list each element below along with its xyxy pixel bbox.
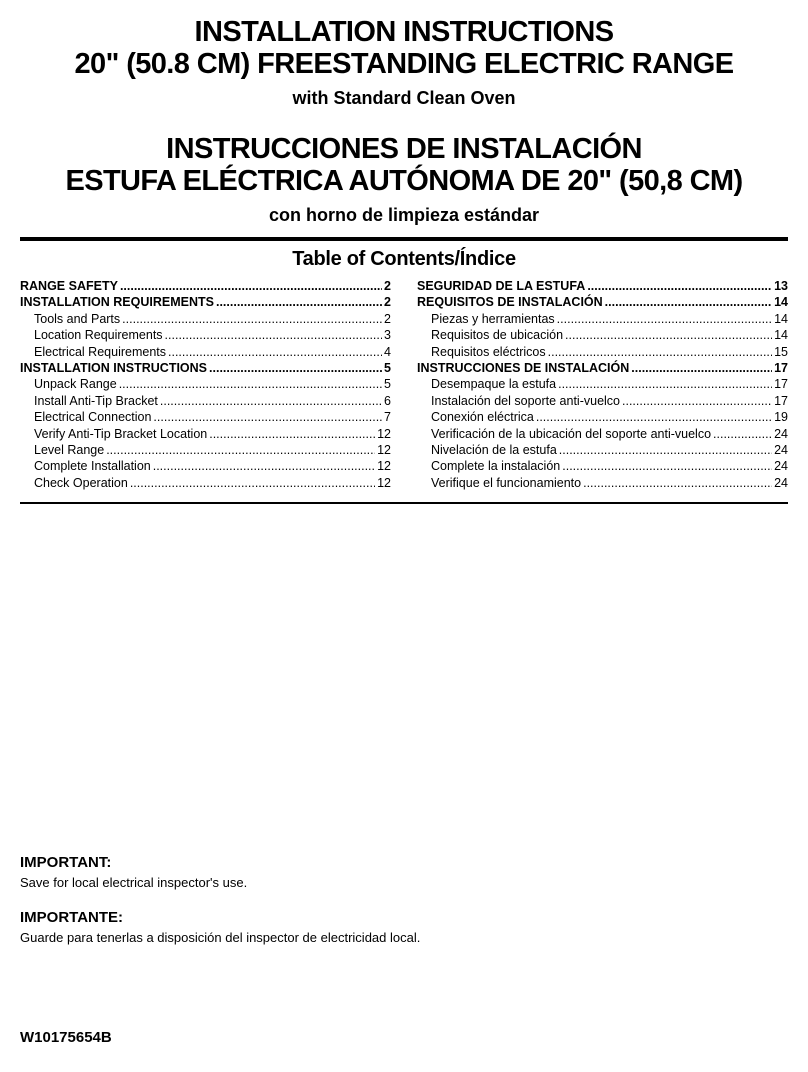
title-en-line1: INSTALLATION INSTRUCTIONS — [194, 16, 614, 48]
toc-dot-leader — [558, 376, 772, 392]
toc-dot-leader — [160, 393, 382, 409]
toc-entry-page: 19 — [774, 410, 788, 425]
toc-entry-label: RANGE SAFETY — [20, 278, 118, 293]
toc-column-right — [417, 278, 788, 491]
toc-entry-label: INSTALLATION REQUIREMENTS — [20, 295, 214, 310]
toc-entry — [20, 360, 391, 376]
title-es-line1: INSTRUCCIONES DE INSTALACIÓN — [166, 132, 642, 165]
toc-entry — [417, 278, 788, 294]
toc-entry-label: Complete Installation — [34, 459, 151, 474]
toc-entry — [20, 458, 391, 474]
toc-dot-leader — [209, 426, 375, 442]
toc-dot-leader — [536, 409, 772, 425]
header-divider — [20, 237, 788, 241]
toc-entry-label: Piezas y herramientas — [431, 311, 555, 326]
part-number: W10175654B — [20, 1029, 112, 1046]
toc-dot-leader — [548, 344, 772, 360]
toc-dot-leader — [565, 327, 772, 343]
toc-dot-leader — [562, 458, 772, 474]
toc-dot-leader — [557, 311, 772, 327]
subtitle-en: with Standard Clean Oven — [292, 87, 516, 108]
toc-entry — [417, 409, 788, 425]
toc-divider — [20, 502, 788, 504]
title-es-line2: ESTUFA ELÉCTRICA AUTÓNOMA DE 20" (50,8 CM) — [65, 165, 743, 198]
toc-dot-leader — [119, 376, 382, 392]
toc-entry — [20, 426, 391, 442]
table-of-contents — [20, 278, 788, 491]
toc-entry — [417, 475, 788, 491]
toc-entry-label: INSTRUCCIONES DE INSTALACIÓN — [417, 360, 630, 375]
toc-entry — [20, 409, 391, 425]
toc-entry-label: Location Requirements — [34, 328, 163, 343]
toc-entry-label: Verifique el funcionamiento — [431, 475, 582, 490]
toc-dot-leader — [631, 360, 772, 376]
important-note-en — [20, 854, 788, 890]
toc-entry-page: 15 — [774, 344, 788, 359]
toc-dot-leader — [165, 327, 383, 343]
toc-entry-label: Complete la instalación — [431, 459, 561, 474]
toc-entry-label: Electrical Connection — [34, 410, 152, 425]
toc-entry-page: 12 — [377, 459, 391, 474]
toc-entry-label: Tools and Parts — [34, 311, 121, 326]
toc-dot-leader — [559, 442, 772, 458]
toc-entry-page: 12 — [377, 426, 391, 441]
toc-entry — [417, 294, 788, 310]
toc-entry — [417, 311, 788, 327]
toc-entry — [417, 458, 788, 474]
toc-entry-page: 2 — [384, 311, 391, 326]
toc-dot-leader — [120, 278, 382, 294]
document-header — [20, 16, 788, 226]
toc-entry-page: 3 — [384, 328, 391, 343]
toc-entry — [417, 327, 788, 343]
toc-entry-page: 24 — [774, 459, 788, 474]
toc-entry-label: Verificación de la ubicación del soporte anti-vuelco — [431, 426, 712, 441]
toc-entry-label: Conexión eléctrica — [431, 410, 534, 425]
important-note-es — [20, 909, 788, 945]
toc-entry-label: REQUISITOS DE INSTALACIÓN — [417, 295, 603, 310]
toc-entry-label: Verify Anti-Tip Bracket Location — [34, 426, 208, 441]
toc-entry-label: Requisitos eléctricos — [431, 344, 546, 359]
toc-dot-leader — [168, 344, 382, 360]
toc-entry-label: Electrical Requirements — [34, 344, 166, 359]
toc-entry-page: 17 — [774, 360, 788, 375]
important-note-en-label: IMPORTANT: — [20, 854, 112, 872]
toc-entry — [417, 442, 788, 458]
toc-dot-leader — [130, 475, 375, 491]
toc-column-left — [20, 278, 391, 491]
toc-entry — [417, 360, 788, 376]
toc-dot-leader — [583, 475, 772, 491]
toc-entry-page: 17 — [774, 393, 788, 408]
important-note-es-label: IMPORTANTE: — [20, 909, 124, 927]
toc-entry-page: 7 — [384, 410, 391, 425]
toc-entry-label: Desempaque la estufa — [431, 377, 557, 392]
toc-entry-label: Instalación del soporte anti-vuelco — [431, 393, 621, 408]
toc-entry-page: 17 — [774, 377, 788, 392]
toc-entry — [417, 426, 788, 442]
toc-dot-leader — [713, 426, 772, 442]
toc-entry — [417, 393, 788, 409]
title-en-line2: 20" (50.8 CM) FREESTANDING ELECTRIC RANGE — [74, 48, 734, 81]
toc-dot-leader — [216, 294, 382, 310]
toc-entry-page: 14 — [774, 328, 788, 343]
toc-dot-leader — [153, 409, 382, 425]
toc-entry-page: 5 — [384, 377, 391, 392]
toc-dot-leader — [122, 311, 382, 327]
toc-entry-label: Unpack Range — [34, 377, 117, 392]
toc-entry-label: Requisitos de ubicación — [431, 328, 564, 343]
toc-dot-leader — [209, 360, 382, 376]
toc-entry-label: Level Range — [34, 442, 105, 457]
toc-entry — [20, 442, 391, 458]
toc-entry — [20, 344, 391, 360]
toc-dot-leader — [153, 458, 375, 474]
toc-entry-page: 2 — [384, 295, 391, 310]
toc-entry-page: 24 — [774, 442, 788, 457]
toc-entry — [417, 376, 788, 392]
toc-entry — [20, 475, 391, 491]
toc-dot-leader — [587, 278, 772, 294]
toc-entry-label: INSTALLATION INSTRUCTIONS — [20, 360, 208, 375]
toc-dot-leader — [605, 294, 772, 310]
toc-entry — [20, 376, 391, 392]
toc-entry — [20, 278, 391, 294]
document-header-spanish — [20, 133, 788, 226]
toc-entry-page: 14 — [774, 311, 788, 326]
toc-entry-page: 4 — [384, 344, 391, 359]
toc-heading: Table of Contents/Índice — [292, 247, 516, 270]
toc-entry-page: 2 — [384, 278, 391, 293]
toc-entry — [417, 344, 788, 360]
toc-entry-label: Nivelación de la estufa — [431, 442, 557, 457]
important-note-en-text: Save for local electrical inspector's use. — [20, 875, 248, 891]
notes-section — [20, 854, 788, 945]
toc-entry-page: 24 — [774, 426, 788, 441]
toc-entry-page: 6 — [384, 393, 391, 408]
toc-entry-page: 12 — [377, 442, 391, 457]
toc-entry-page: 14 — [774, 295, 788, 310]
toc-entry-page: 5 — [384, 360, 391, 375]
important-note-es-text: Guarde para tenerlas a disposición del inspector de electricidad local. — [20, 930, 421, 946]
toc-entry — [20, 294, 391, 310]
toc-entry-page: 12 — [377, 475, 391, 490]
toc-entry-label: SEGURIDAD DE LA ESTUFA — [417, 278, 586, 293]
toc-entry-label: Check Operation — [34, 475, 128, 490]
toc-entry — [20, 311, 391, 327]
toc-dot-leader — [622, 393, 772, 409]
toc-entry-page: 24 — [774, 475, 788, 490]
toc-entry-label: Install Anti-Tip Bracket — [34, 393, 158, 408]
toc-entry — [20, 393, 391, 409]
toc-entry-page: 13 — [774, 278, 788, 293]
subtitle-es: con horno de limpieza estándar — [268, 204, 540, 225]
toc-dot-leader — [106, 442, 375, 458]
toc-entry — [20, 327, 391, 343]
